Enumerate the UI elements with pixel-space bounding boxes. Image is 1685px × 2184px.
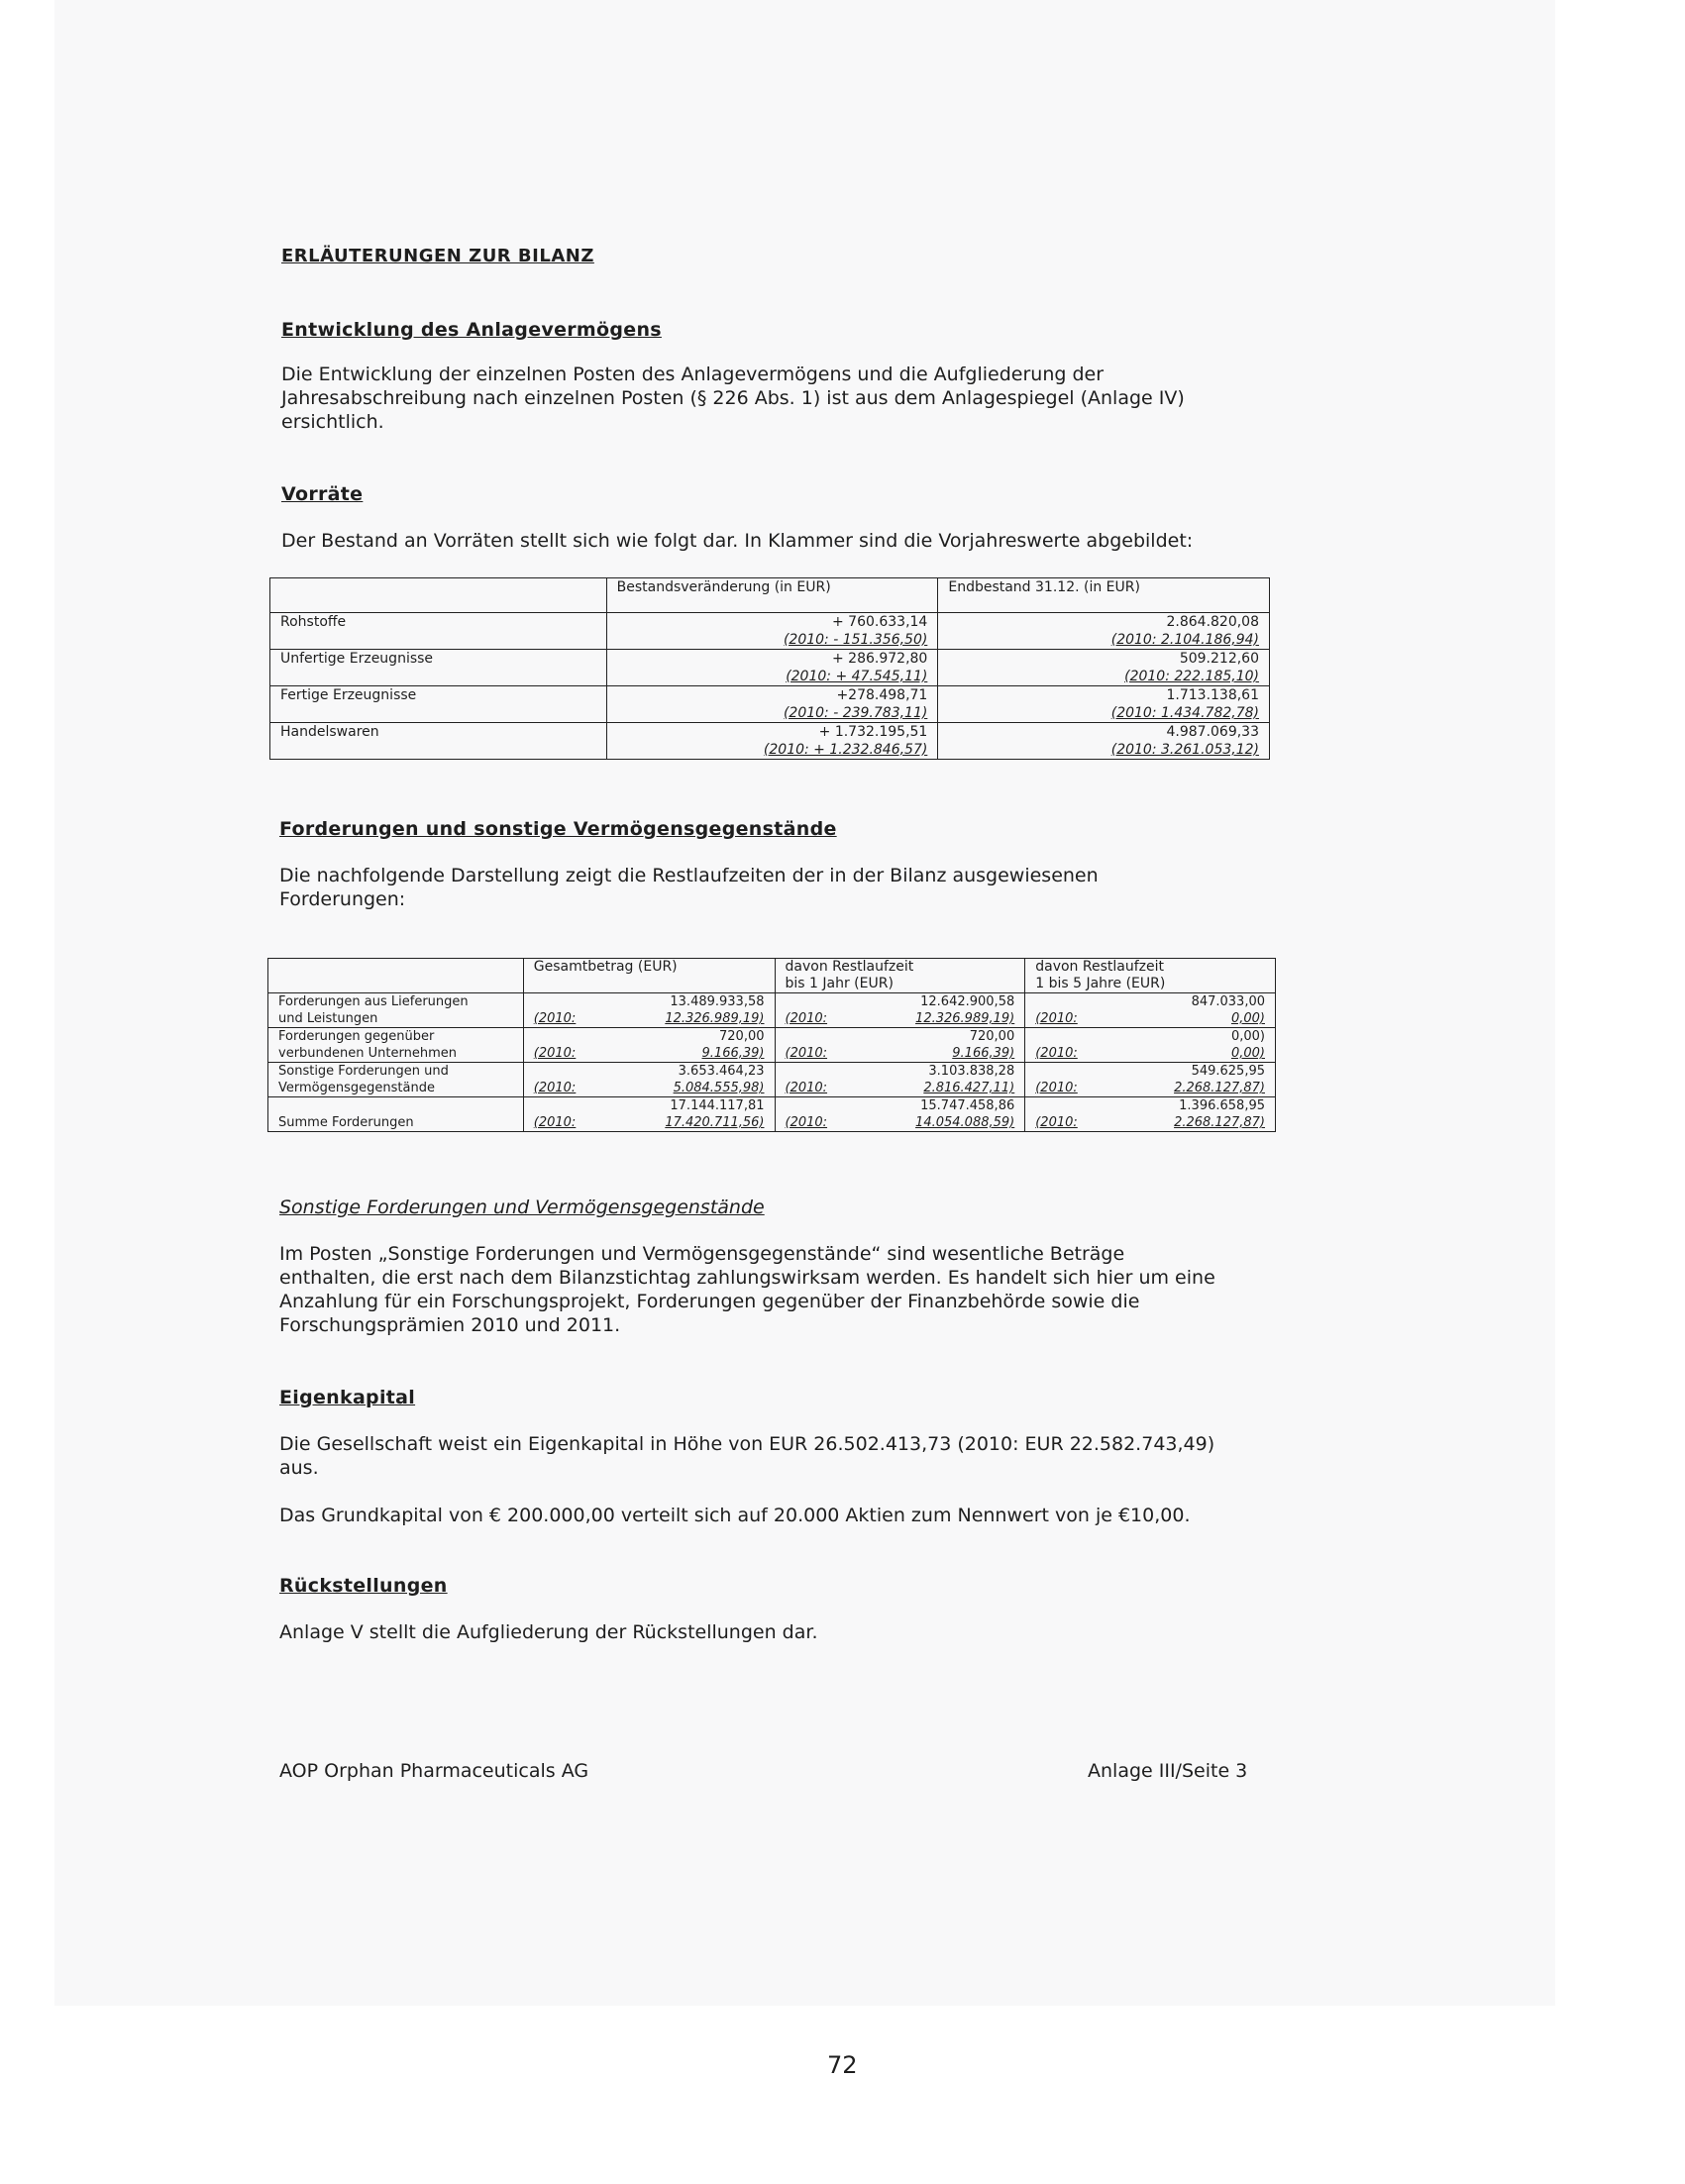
prior-value: 5.084.555,98)	[673, 1081, 765, 1095]
end-value: 2.864.820,08	[1166, 614, 1259, 630]
end-value: 4.987.069,33	[1166, 724, 1259, 740]
table-row	[268, 1028, 1276, 1063]
document-title: ERLÄUTERUNGEN ZUR BILANZ	[281, 246, 594, 266]
page-number: 72	[827, 2051, 858, 2079]
y5-cell	[1025, 1097, 1276, 1132]
row-label: Fertige Erzeugnisse	[270, 686, 607, 723]
change-cell	[606, 686, 938, 723]
prior-value: 0,00)	[1230, 1011, 1265, 1026]
table-vorraete	[269, 577, 1270, 760]
y5-cell	[1025, 993, 1276, 1028]
y5-value: 0,00)	[1230, 1029, 1265, 1044]
table-header-row	[270, 578, 1270, 613]
heading-vorraete: Vorräte	[281, 483, 364, 505]
prior-label: (2010:	[785, 1046, 828, 1061]
heading-eigenkapital: Eigenkapital	[279, 1387, 416, 1408]
end-cell	[938, 723, 1270, 760]
paragraph-sonstige: Im Posten „Sonstige Forderungen und Vermögensgegenstände“ sind wesentliche Beträge enthalten, die erst nach dem Bilanzstichtag zahlungswirksam werden. Es handelt sich hier um eine Anzahlung für ein Forschungsprojekt, Forderungen gegenüber der Finanzbehörde sowie die Forschungsprämien 2010 und 2011.	[279, 1243, 1215, 1336]
footer-page-ref: Anlage III/Seite 3	[1088, 1760, 1248, 1782]
change-prior: (2010: + 1.232.846,57)	[763, 742, 928, 758]
y1-prior	[786, 1080, 1015, 1096]
end-prior: (2010: 2.104.186,94)	[1110, 632, 1259, 648]
heading-rueckstellungen: Rückstellungen	[279, 1575, 448, 1597]
paragraph-forderungen: Die nachfolgende Darstellung zeigt die Restlaufzeiten der in der Bilanz ausgewiesenen Forderungen:	[279, 865, 1099, 910]
change-value: + 286.972,80	[832, 651, 928, 667]
table-header-row	[268, 959, 1276, 993]
table-header-cell: Gesamtbetrag (EUR)	[523, 959, 775, 993]
paragraph-grundkapital: Das Grundkapital von € 200.000,00 verteilt sich auf 20.000 Aktien zum Nennwert von je €10,00.	[279, 1505, 1191, 1526]
y1-prior	[786, 1010, 1015, 1027]
table-header-cell: Bestandsveränderung (in EUR)	[606, 578, 938, 613]
change-value: + 1.732.195,51	[818, 724, 928, 740]
prior-value: 2.268.127,87)	[1174, 1115, 1265, 1130]
end-prior: (2010: 222.185,10)	[1124, 669, 1259, 684]
total-prior	[534, 1045, 765, 1062]
change-prior: (2010: - 151.356,50)	[783, 632, 928, 648]
change-cell	[606, 650, 938, 686]
row-label: Rohstoffe	[270, 613, 607, 650]
prior-label: (2010:	[533, 1115, 577, 1130]
total-prior	[534, 1080, 765, 1096]
row-label: Forderungen aus Lieferungen und Leistungen	[268, 993, 524, 1028]
y1-prior	[786, 1045, 1015, 1062]
table-forderungen	[267, 958, 1276, 1132]
change-prior: (2010: + 47.545,11)	[786, 669, 928, 684]
y5-value: 549.625,95	[1191, 1064, 1265, 1079]
end-cell	[938, 613, 1270, 650]
y1-cell	[775, 1028, 1025, 1063]
table-row	[270, 613, 1270, 650]
paragraph-eigenkapital: Die Gesellschaft weist ein Eigenkapital in Höhe von EUR 26.502.413,73 (2010: EUR 22.582.743,49) aus.	[279, 1433, 1215, 1479]
table-row	[268, 1063, 1276, 1097]
prior-label: (2010:	[1035, 1115, 1078, 1130]
row-label: Unfertige Erzeugnisse	[270, 650, 607, 686]
table-row	[270, 723, 1270, 760]
table-row	[270, 686, 1270, 723]
footer-company: AOP Orphan Pharmaceuticals AG	[279, 1760, 589, 1782]
prior-label: (2010:	[785, 1011, 828, 1026]
total-cell	[523, 1028, 775, 1063]
change-prior: (2010: - 239.783,11)	[783, 705, 928, 721]
total-value: 3.653.464,23	[678, 1064, 765, 1079]
prior-value: 2.268.127,87)	[1174, 1081, 1265, 1095]
paragraph-vorraete: Der Bestand an Vorräten stellt sich wie folgt dar. In Klammer sind die Vorjahreswerte abgebildet:	[281, 530, 1194, 552]
y1-value: 720,00	[969, 1029, 1015, 1044]
prior-label: (2010:	[533, 1046, 577, 1061]
end-prior: (2010: 1.434.782,78)	[1110, 705, 1259, 721]
table-row	[268, 993, 1276, 1028]
y5-prior	[1035, 1010, 1265, 1027]
y5-prior	[1035, 1114, 1265, 1131]
row-label: Summe Forderungen	[268, 1097, 524, 1132]
prior-label: (2010:	[533, 1011, 577, 1026]
change-cell	[606, 723, 938, 760]
prior-value: 9.166,39)	[952, 1046, 1015, 1061]
row-label: Sonstige Forderungen und Vermögensgegenstände	[268, 1063, 524, 1097]
prior-value: 0,00)	[1230, 1046, 1265, 1061]
end-value: 1.713.138,61	[1166, 687, 1259, 703]
table-row-total	[268, 1097, 1276, 1132]
change-value: + 760.633,14	[832, 614, 928, 630]
y5-value: 1.396.658,95	[1179, 1098, 1265, 1113]
y5-prior	[1035, 1080, 1265, 1096]
end-value: 509.212,60	[1179, 651, 1259, 667]
y5-cell	[1025, 1028, 1276, 1063]
total-prior	[534, 1010, 765, 1027]
y5-value: 847.033,00	[1191, 994, 1265, 1009]
heading-forderungen: Forderungen und sonstige Vermögensgegenstände	[279, 818, 837, 840]
y1-value: 3.103.838,28	[928, 1064, 1015, 1079]
row-label: Handelswaren	[270, 723, 607, 760]
y5-prior	[1035, 1045, 1265, 1062]
change-cell	[606, 613, 938, 650]
paragraph-rueckstellungen: Anlage V stellt die Aufgliederung der Rückstellungen dar.	[279, 1621, 818, 1643]
prior-label: (2010:	[533, 1081, 577, 1095]
prior-value: 14.054.088,59)	[915, 1115, 1015, 1130]
paragraph-anlagevermoegen: Die Entwicklung der einzelnen Posten des Anlagevermögens und die Aufgliederung der Jahresabschreibung nach einzelnen Posten (§ 226 Abs. 1) ist aus dem Anlagespiegel (Anlage IV) ersichtlich.	[281, 364, 1185, 433]
prior-value: 9.166,39)	[701, 1046, 765, 1061]
prior-label: (2010:	[785, 1081, 828, 1095]
prior-label: (2010:	[1035, 1046, 1078, 1061]
prior-value: 17.420.711,56)	[665, 1115, 765, 1130]
total-value: 17.144.117,81	[670, 1098, 765, 1113]
table-header-cell	[270, 578, 607, 613]
prior-label: (2010:	[785, 1115, 828, 1130]
y1-prior	[786, 1114, 1015, 1131]
y5-cell	[1025, 1063, 1276, 1097]
total-value: 13.489.933,58	[670, 994, 765, 1009]
y1-value: 12.642.900,58	[920, 994, 1015, 1009]
prior-value: 2.816.427,11)	[923, 1081, 1015, 1095]
prior-label: (2010:	[1035, 1081, 1078, 1095]
total-cell	[523, 1097, 775, 1132]
table-row	[270, 650, 1270, 686]
end-cell	[938, 650, 1270, 686]
heading-sonstige: Sonstige Forderungen und Vermögensgegenstände	[279, 1196, 765, 1218]
prior-value: 12.326.989,19)	[665, 1011, 765, 1026]
y1-cell	[775, 1063, 1025, 1097]
table-header-cell: davon Restlaufzeit bis 1 Jahr (EUR)	[775, 959, 1025, 993]
row-label: Forderungen gegenüber verbundenen Unternehmen	[268, 1028, 524, 1063]
y1-cell	[775, 1097, 1025, 1132]
total-value: 720,00	[719, 1029, 765, 1044]
table-header-cell	[268, 959, 524, 993]
table-header-cell: davon Restlaufzeit 1 bis 5 Jahre (EUR)	[1025, 959, 1276, 993]
end-prior: (2010: 3.261.053,12)	[1110, 742, 1259, 758]
heading-anlagevermoegen: Entwicklung des Anlagevermögens	[281, 319, 662, 341]
total-cell	[523, 1063, 775, 1097]
prior-label: (2010:	[1035, 1011, 1078, 1026]
y1-cell	[775, 993, 1025, 1028]
total-cell	[523, 993, 775, 1028]
end-cell	[938, 686, 1270, 723]
total-prior	[534, 1114, 765, 1131]
change-value: +278.498,71	[836, 687, 928, 703]
y1-value: 15.747.458,86	[920, 1098, 1015, 1113]
table-header-cell: Endbestand 31.12. (in EUR)	[938, 578, 1270, 613]
prior-value: 12.326.989,19)	[915, 1011, 1015, 1026]
